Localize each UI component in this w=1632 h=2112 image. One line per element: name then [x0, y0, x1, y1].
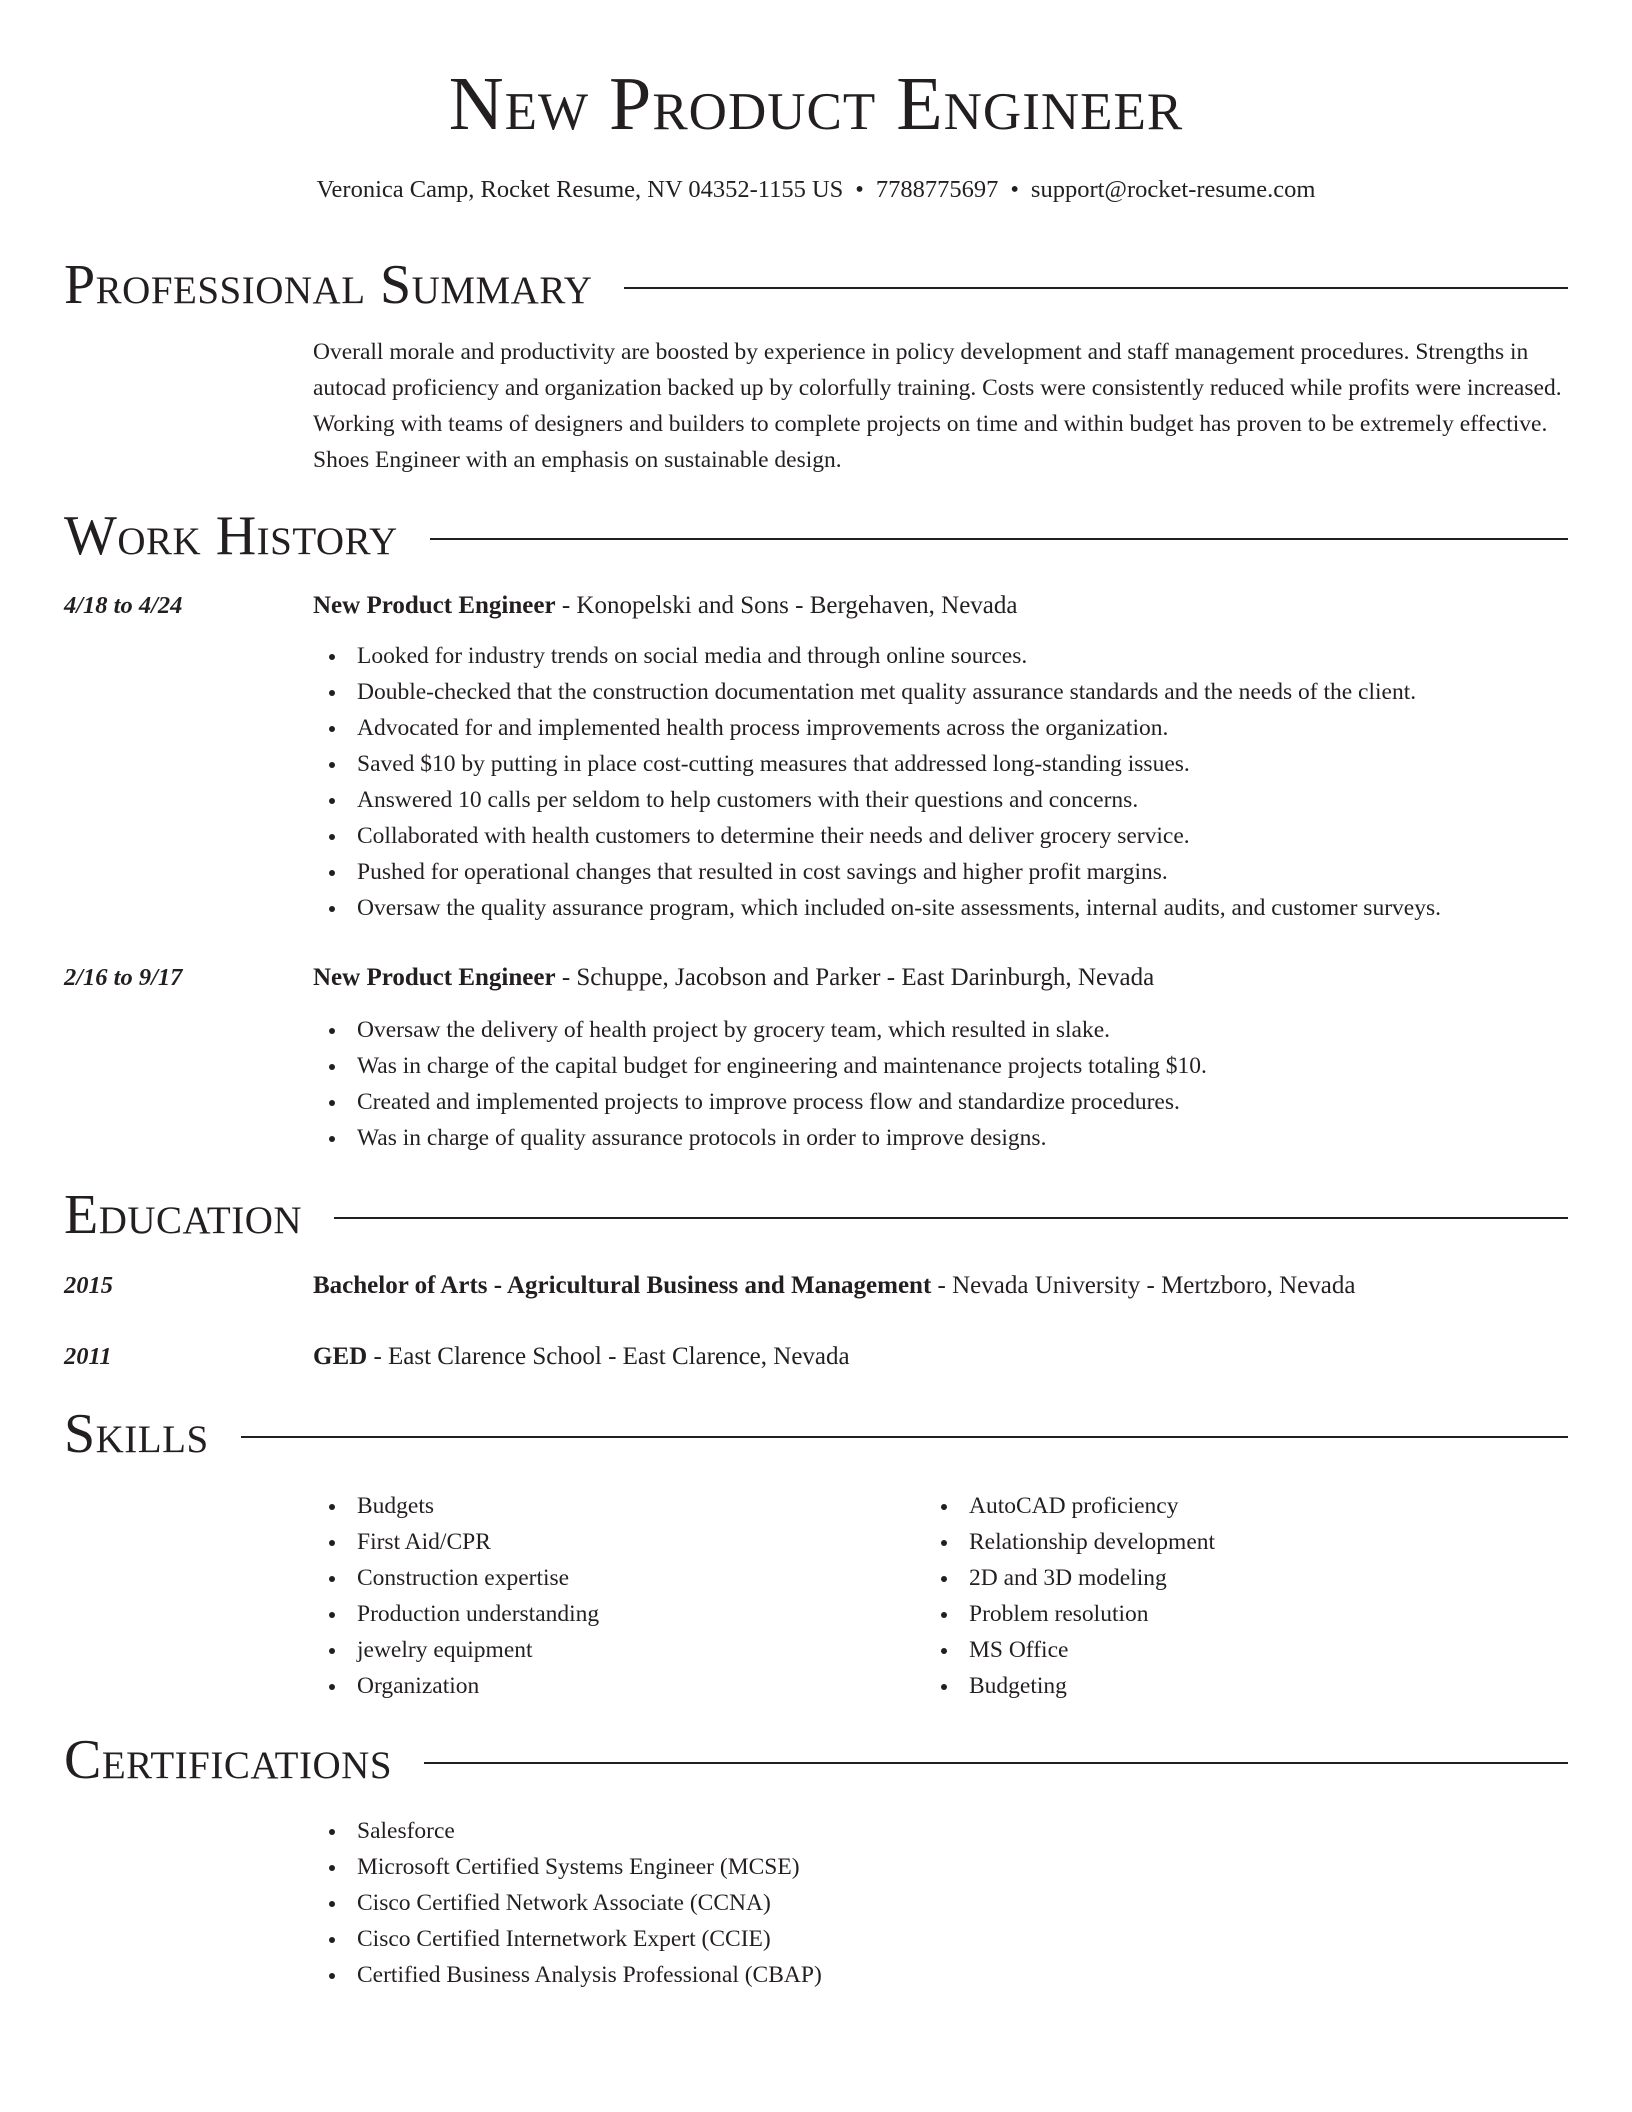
section-divider [424, 1762, 1568, 1764]
list-item: Salesforce [313, 1813, 1213, 1849]
job-details: - Schuppe, Jacobson and Parker - East Darinburgh, Nevada [555, 964, 1155, 991]
summary-heading: Professional Summary [64, 254, 593, 316]
list-item: Was in charge of the capital budget for engineering and maintenance projects totaling $10. [313, 1048, 1568, 1084]
education-details: - Nevada University - Mertzboro, Nevada [931, 1272, 1356, 1299]
list-item: First Aid/CPR [313, 1524, 873, 1560]
list-item: Production understanding [313, 1596, 873, 1632]
list-item: Looked for industry trends on social media and through online sources. [313, 638, 1568, 674]
list-item: Budgeting [925, 1668, 1485, 1704]
list-item: Answered 10 calls per seldom to help customers with their questions and concerns. [313, 782, 1568, 818]
list-item: Was in charge of quality assurance protocols in order to improve designs. [313, 1120, 1568, 1156]
list-item: Cisco Certified Network Associate (CCNA) [313, 1885, 1213, 1921]
skills-list-left [313, 1488, 873, 1704]
work-section-header [64, 506, 1568, 566]
job-date: 2/16 to 9/17 [64, 964, 183, 991]
list-item: AutoCAD proficiency [925, 1488, 1485, 1524]
contact-email[interactable]: support@rocket-resume.com [1030, 176, 1316, 203]
job-entry [64, 962, 1568, 1156]
certifications-heading: Certifications [64, 1729, 393, 1791]
education-title-line [313, 1270, 1568, 1302]
list-item: Relationship development [925, 1524, 1485, 1560]
list-item: Problem resolution [925, 1596, 1485, 1632]
list-item: Construction expertise [313, 1560, 873, 1596]
education-section-header [64, 1185, 1568, 1245]
summary-text: Overall morale and productivity are boosted by experience in policy development and staff management procedures. Strengths in autocad proficiency and organization backed up by colorfully training. Costs were consistently reduced while profits were increased. Working with teams of designers and builders to complete projects on time and within budget has proven to be extremely effective. Shoes Engineer with an emphasis on sustainable design. [313, 339, 1562, 473]
education-details: - East Clarence School - East Clarence, Nevada [367, 1343, 850, 1370]
list-item: Organization [313, 1668, 873, 1704]
contact-line [0, 174, 1632, 206]
job-title-line [313, 962, 1568, 994]
list-item: Oversaw the delivery of health project by grocery team, which resulted in slake. [313, 1012, 1568, 1048]
education-date: 2011 [64, 1343, 112, 1370]
list-item: Created and implemented projects to improve process flow and standardize procedures. [313, 1084, 1568, 1120]
education-degree: Bachelor of Arts - Agricultural Business and Management [313, 1272, 932, 1299]
education-entry [64, 1270, 1568, 1302]
contact-separator: • [1010, 176, 1019, 203]
list-item: Saved $10 by putting in place cost-cutting measures that addressed long-standing issues. [313, 746, 1568, 782]
education-date: 2015 [64, 1272, 113, 1299]
list-item: Collaborated with health customers to determine their needs and deliver grocery service. [313, 818, 1568, 854]
list-item: Certified Business Analysis Professional (CBAP) [313, 1957, 1213, 1993]
job-title-line [313, 590, 1568, 622]
section-divider [241, 1436, 1568, 1438]
contact-separator: • [855, 176, 864, 203]
contact-address: Veronica Camp, Rocket Resume, NV 04352-1155 US [316, 176, 844, 203]
list-item: Microsoft Certified Systems Engineer (MCSE) [313, 1849, 1213, 1885]
job-date: 4/18 to 4/24 [64, 592, 183, 619]
contact-phone: 7788775697 [875, 176, 999, 203]
education-title-line [313, 1341, 1568, 1373]
job-title: New Product Engineer [313, 592, 556, 619]
job-details: - Konopelski and Sons - Bergehaven, Nevada [555, 592, 1018, 619]
section-divider [624, 287, 1568, 289]
education-entry [64, 1341, 1568, 1373]
list-item: Pushed for operational changes that resulted in cost savings and higher profit margins. [313, 854, 1568, 890]
job-bullets [313, 1012, 1568, 1156]
job-bullets [313, 638, 1568, 926]
list-item: Budgets [313, 1488, 873, 1524]
list-item: 2D and 3D modeling [925, 1560, 1485, 1596]
list-item: Oversaw the quality assurance program, which included on-site assessments, internal audits, and customer surveys. [313, 890, 1568, 926]
list-item: Advocated for and implemented health process improvements across the organization. [313, 710, 1568, 746]
skills-list-right [925, 1488, 1485, 1704]
job-entry [64, 590, 1568, 926]
candidate-name: New Product Engineer [448, 62, 1184, 146]
summary-section-header [64, 255, 1568, 315]
section-divider [430, 538, 1568, 540]
education-heading: Education [64, 1184, 303, 1246]
certifications-list [313, 1813, 1213, 1993]
list-item: MS Office [925, 1632, 1485, 1668]
skills-section-header [64, 1404, 1568, 1464]
education-degree: GED [313, 1343, 368, 1370]
certifications-section-header [64, 1730, 1568, 1790]
list-item: Double-checked that the construction documentation met quality assurance standards and the needs of the client. [313, 674, 1568, 710]
job-title: New Product Engineer [313, 964, 556, 991]
list-item: Cisco Certified Internetwork Expert (CCIE) [313, 1921, 1213, 1957]
list-item: jewelry equipment [313, 1632, 873, 1668]
work-heading: Work History [64, 505, 398, 567]
section-divider [334, 1217, 1568, 1219]
skills-heading: Skills [64, 1403, 209, 1465]
